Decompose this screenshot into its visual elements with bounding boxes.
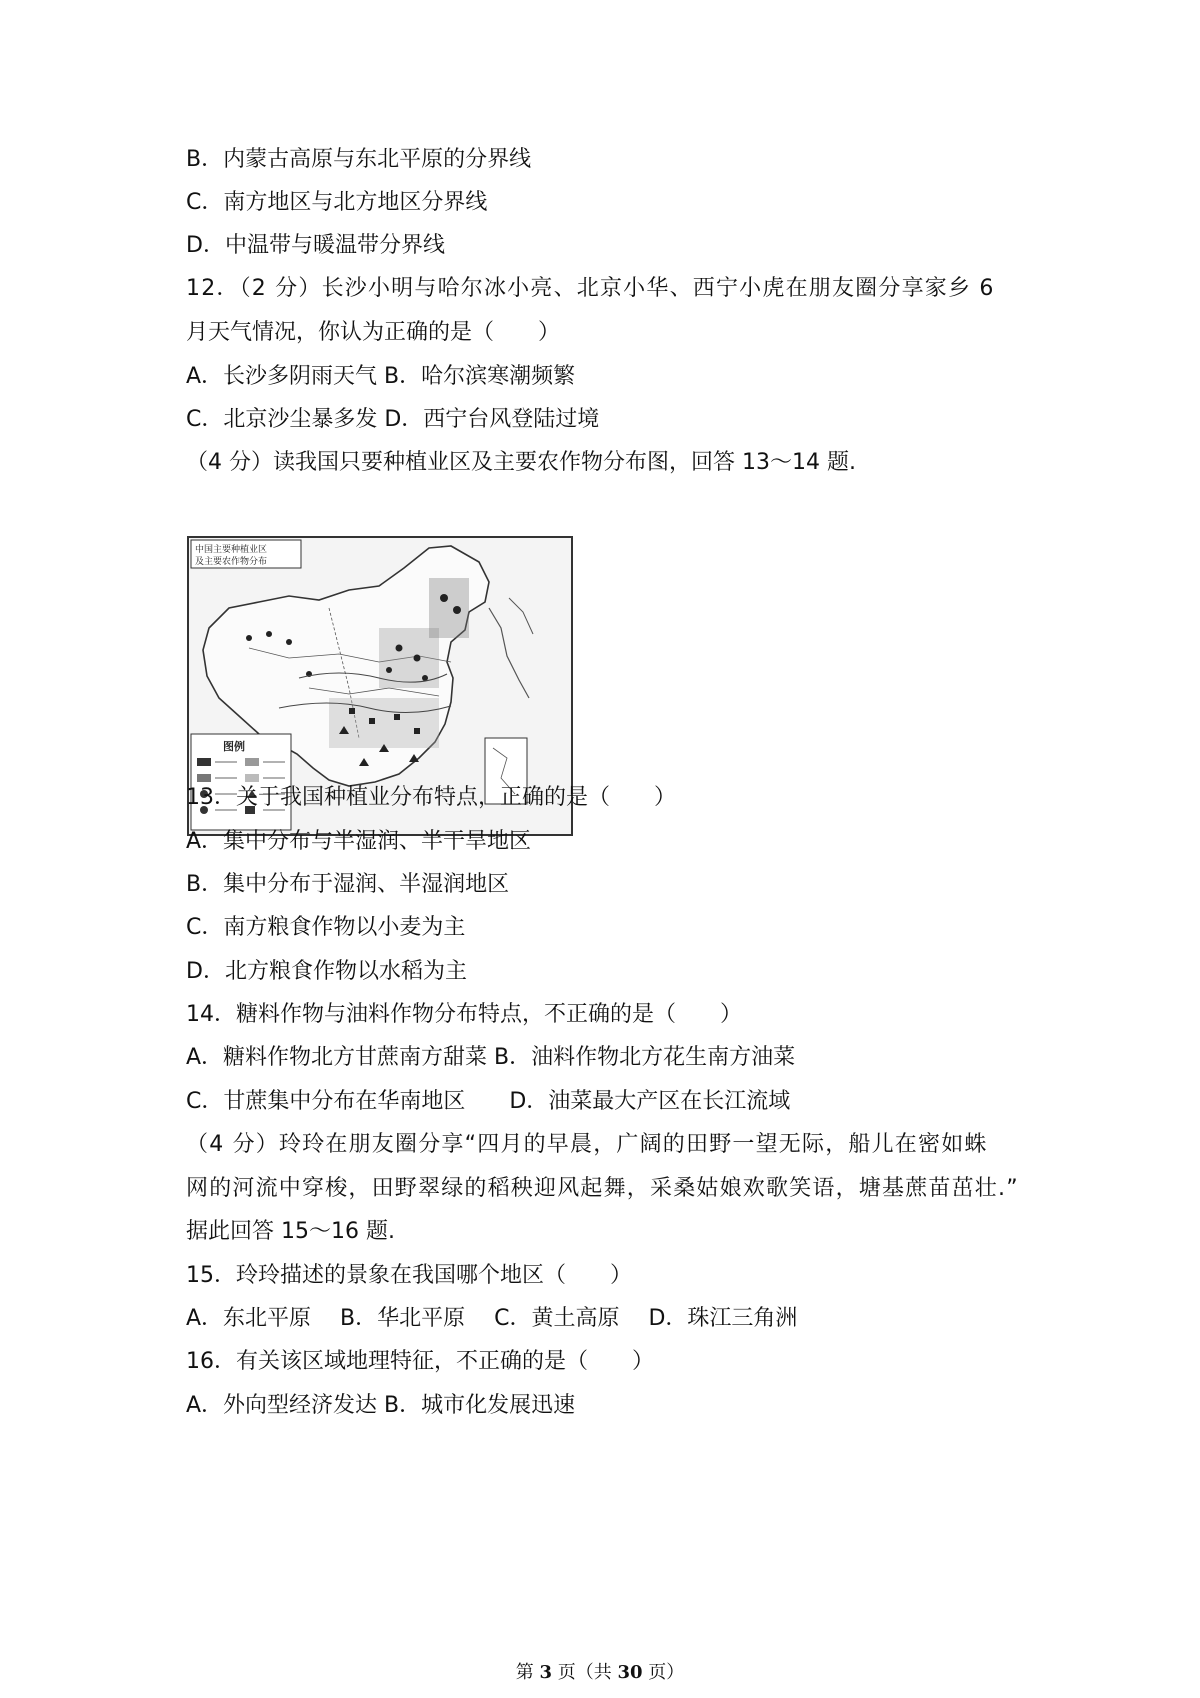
question-16: 16．有关该区域地理特征，不正确的是（ ） (186, 1349, 654, 1374)
question-12-line1: 12．（2 分）长沙小明与哈尔冰小亮、北京小华、西宁小虎在朋友圈分享家乡 6 (186, 276, 995, 301)
footer-total-pages: 30 (617, 1662, 643, 1683)
question-14: 14．糖料作物与油料作物分布特点，不正确的是（ ） (186, 1002, 742, 1027)
option-d-q13: D．北方粮食作物以水稻为主 (186, 959, 467, 984)
options-q14-cd: C．甘蔗集中分布在华南地区 D．油菜最大产区在长江流域 (186, 1089, 791, 1114)
page-footer (0, 1662, 1200, 1684)
map-legend-title: 图例 (223, 740, 245, 753)
question-15: 15．玲玲描述的景象在我国哪个地区（ ） (186, 1263, 632, 1288)
footer-prefix: 第 (515, 1662, 540, 1683)
passage-line1: （4 分）玲玲在朋友圈分享“四月的早晨，广阔的田野一望无际，船儿在密如蛛 (186, 1132, 988, 1157)
options-q16-ab: A．外向型经济发达 B．城市化发展迅速 (186, 1393, 576, 1418)
map-intro-text: （4 分）读我国只要种植业区及主要农作物分布图，回答 13～14 题. (186, 450, 856, 475)
passage-line2: 网的河流中穿梭，田野翠绿的稻秧迎风起舞，采桑姑娘欢歌笑语，塘基蔗苗茁壮.” (186, 1176, 1019, 1201)
passage-line3: 据此回答 15～16 题. (186, 1219, 395, 1244)
option-a-q13: A．集中分布与半湿润、半干旱地区 (186, 829, 532, 854)
map-title-line2: 及主要农作物分布 (195, 557, 268, 567)
options-q15: A．东北平原 B．华北平原 C．黄土高原 D．珠江三角洲 (186, 1306, 798, 1331)
option-c-q13: C．南方粮食作物以小麦为主 (186, 915, 466, 940)
options-q12-ab: A．长沙多阴雨天气 B．哈尔滨寒潮频繁 (186, 364, 576, 389)
footer-page-number: 3 (539, 1662, 552, 1683)
option-d-q11: D．中温带与暖温带分界线 (186, 233, 445, 258)
options-q14-ab: A．糖料作物北方甘蔗南方甜菜 B．油料作物北方花生南方油菜 (186, 1045, 796, 1070)
question-12-line2: 月天气情况，你认为正确的是（ ） (186, 320, 561, 345)
question-13: 13．关于我国种植业分布特点，正确的是（ ） (186, 785, 676, 810)
option-b-q11: B．内蒙古高原与东北平原的分界线 (186, 147, 532, 172)
option-c-q11: C．南方地区与北方地区分界线 (186, 190, 488, 215)
footer-middle: 页（共 (552, 1662, 618, 1683)
option-b-q13: B．集中分布于湿润、半湿润地区 (186, 872, 510, 897)
footer-suffix: 页） (642, 1662, 685, 1683)
options-q12-cd: C．北京沙尘暴多发 D．西宁台风登陆过境 (186, 407, 600, 432)
map-title-line1: 中国主要种植业区 (195, 545, 268, 555)
